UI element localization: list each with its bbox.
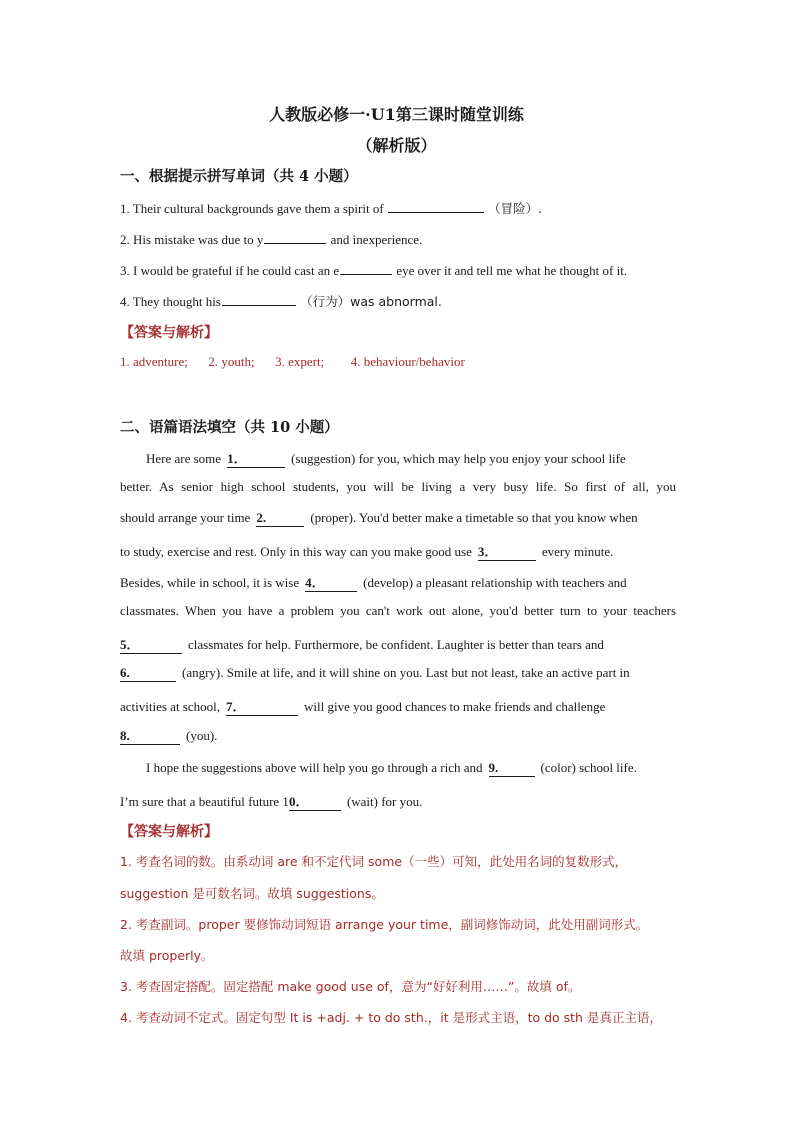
- explanation-2-line-2: 故填 properly。: [120, 948, 214, 963]
- question-3-text: 3. I would be grateful if he could cast an e: [120, 263, 340, 278]
- passage-text: to study, exercise and rest. Only in this way can you make good use: [120, 544, 472, 559]
- passage-text: activities at school,: [120, 699, 221, 714]
- blank-7: 7．: [226, 696, 298, 716]
- passage-line-4: [120, 541, 676, 561]
- explanation-1-line-1: 1. 考查名词的数。由系动词 are 和不定代词 some（一些）可知，此处用名词的复数形式，: [120, 854, 628, 869]
- section1-answer-heading: 【答案与解析】: [120, 325, 218, 341]
- answer-blank: [264, 229, 326, 244]
- passage-text: (develop) a pleasant relationship with teachers and: [363, 575, 627, 590]
- explanation-2-line-1: 2. 考查副词。proper 要修饰动词短语 arrange your time，副词修饰动词，此处用副词形式。: [120, 917, 649, 932]
- passage-line-12: [120, 791, 676, 811]
- answer-1: 1. adventure;: [120, 354, 188, 369]
- question-4-text: 4. They thought his: [120, 294, 221, 309]
- question-3: [120, 260, 676, 279]
- question-4: [120, 291, 676, 310]
- question-1-hint: （冒险）.: [488, 201, 543, 216]
- passage-text: every minute.: [541, 544, 614, 559]
- passage-line-10: [120, 728, 676, 745]
- document-subtitle: （解析版）: [356, 136, 437, 155]
- passage-line-9: [120, 696, 676, 716]
- blank-3: 3．: [478, 541, 536, 561]
- passage-text: should arrange your time: [120, 510, 251, 525]
- answer-blank: [222, 291, 296, 306]
- blank-5: 5．: [120, 634, 182, 654]
- question-1-text: 1. Their cultural backgrounds gave them a spirit of: [120, 201, 384, 216]
- passage-text: will give you good chances to make friends and challenge: [304, 699, 606, 714]
- passage-text: (wait) for you.: [346, 794, 423, 809]
- blank-2: 2.: [256, 510, 304, 527]
- section1-answers: [120, 354, 676, 370]
- question-1: [120, 198, 676, 217]
- passage-text: Besides, while in school, it is wise: [120, 575, 300, 590]
- answer-3: 3. expert;: [275, 354, 325, 369]
- passage-line-3: [120, 510, 676, 527]
- explanation-3: 3. 考查固定搭配。固定搭配 make good use of，意为“好好利用……”。故填 of。: [120, 979, 581, 994]
- question-2-hint: and inexperience.: [330, 232, 423, 247]
- question-3-hint: eye over it and tell me what he thought of it.: [396, 263, 628, 278]
- passage-text: I hope the suggestions above will help you go through a rich and: [146, 760, 483, 775]
- section2-answer-heading: 【答案与解析】: [120, 824, 218, 840]
- passage-line-1: [120, 448, 676, 468]
- passage-text: (you).: [186, 728, 218, 743]
- passage-text: (angry). Smile at life, and it will shine on you. Last but not least, take an active part in: [182, 665, 630, 680]
- question-4-hint: （行为）was abnormal.: [300, 294, 442, 309]
- passage-line-6: classmates. When you have a problem you can't work out alone, you'd better turn to your teachers: [120, 603, 676, 618]
- blank-6: 6.: [120, 665, 176, 682]
- answer-blank: [388, 198, 484, 213]
- passage-line-5: [120, 572, 676, 592]
- blank-8: 8.: [120, 728, 180, 745]
- blank-4: 4．: [305, 572, 357, 592]
- blank-9: 9.: [489, 760, 535, 777]
- passage-text: Here are some: [146, 451, 222, 466]
- blank-10: 0．: [289, 791, 341, 811]
- passage-line-7: [120, 634, 676, 654]
- passage-line-2: better. As senior high school students, you will be living a very busy life. So first of all, you: [120, 479, 676, 494]
- passage-line-11: [120, 760, 676, 777]
- section1-heading: 一、根据提示拼写单词（共 4 小题）: [120, 168, 358, 185]
- passage-text: (suggestion) for you, which may help you enjoy your school life: [291, 451, 626, 466]
- explanation-4: 4. 考查动词不定式。固定句型 It is +adj. + to do sth.，it 是形式主语，to do sth 是真正主语，: [120, 1010, 662, 1025]
- answer-2: 2. youth;: [208, 354, 255, 369]
- answer-4: 4. behaviour/behavior: [350, 354, 465, 369]
- passage-text: (proper). You'd better make a timetable so that you know when: [310, 510, 638, 525]
- question-2: [120, 229, 676, 248]
- passage-text: I’m sure that a beautiful future 1: [120, 794, 289, 809]
- passage-text: classmates for help. Furthermore, be confident. Laughter is better than tears and: [188, 637, 604, 652]
- passage-text: (color) school life.: [540, 760, 637, 775]
- question-2-text: 2. His mistake was due to y: [120, 232, 264, 247]
- passage-line-8: [120, 665, 676, 682]
- document-title: 人教版必修一·U1第三课时随堂训练: [269, 105, 524, 124]
- blank-1: 1．: [227, 448, 285, 468]
- section2-heading: 二、语篇语法填空（共 10 小题）: [120, 419, 339, 436]
- answer-blank: [340, 260, 392, 275]
- explanation-1-line-2: suggestion 是可数名词。故填 suggestions。: [120, 886, 384, 901]
